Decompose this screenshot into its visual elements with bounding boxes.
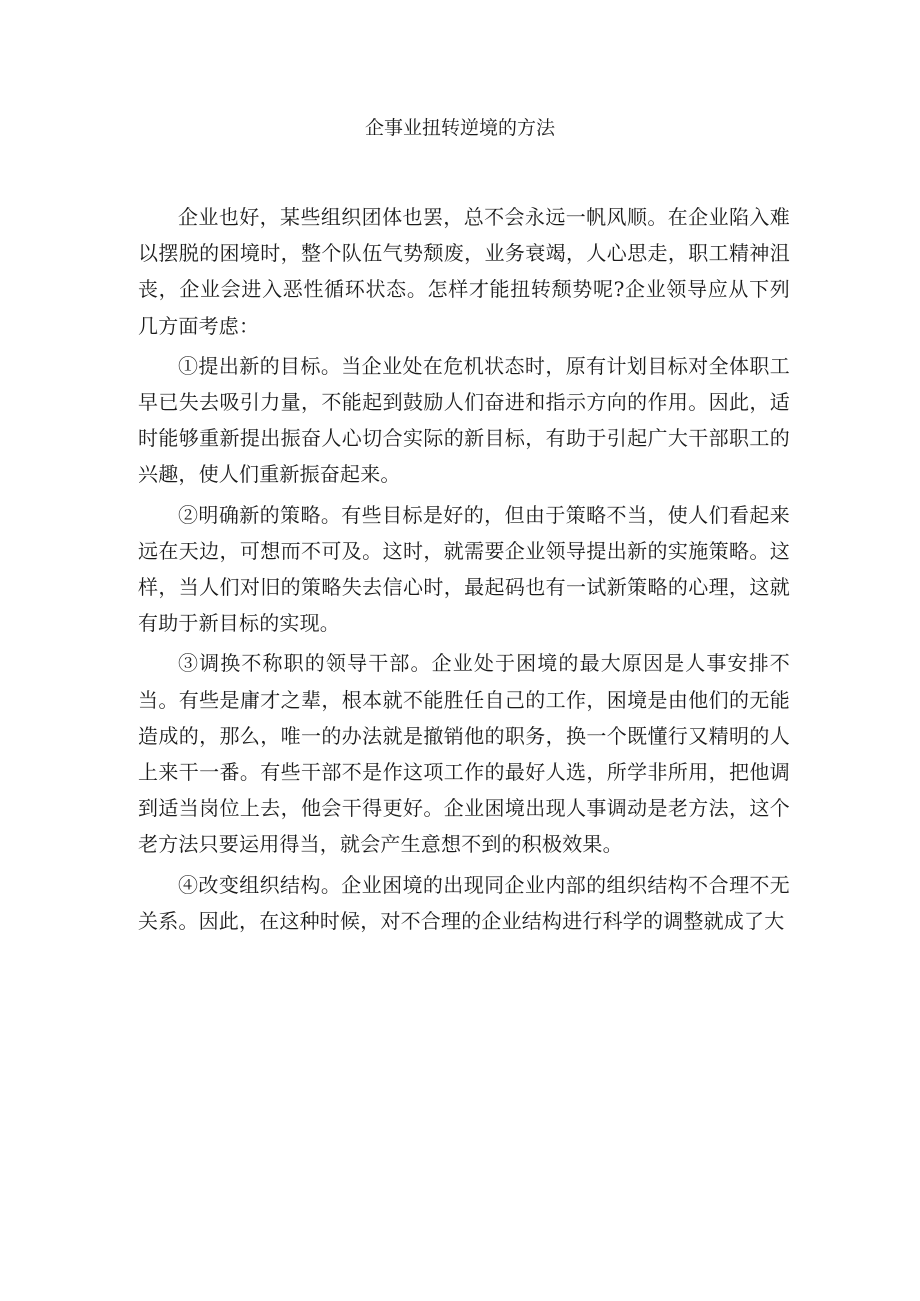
paragraph-point-4: ④改变组织结构。企业困境的出现同企业内部的组织结构不合理不无关系。因此，在这种时候，对不合理的企业结构进行科学的调整就成了大 <box>138 872 790 933</box>
paragraph-intro: 企业也好，某些组织团体也罢，总不会永远一帆风顺。在企业陷入难以摆脱的困境时，整个队伍气势颓废，业务衰竭，人心思走，职工精神沮丧，企业会进入恶性循环状态。怎样才能扭转颓势呢?企业领导应从下列几方面考虑： <box>138 205 790 338</box>
paragraph-point-2: ②明确新的策略。有些目标是好的，但由于策略不当，使人们看起来远在天边，可想而不可及。这时，就需要企业领导提出新的实施策略。这样，当人们对旧的策略失去信心时，最起码也有一试新策略的心理，这就有助于新目标的实现。 <box>138 502 790 636</box>
paragraph-point-3: ③调换不称职的领导干部。企业处于困境的最大原因是人事安排不当。有些是庸才之辈，根本就不能胜任自己的工作，困境是由他们的无能造成的，那么，唯一的办法就是撤销他的职务，换一个既懂行又精明的人上来干一番。有些干部不是作这项工作的最好人选，所学非所用，把他调到适当岗位上去，他会干得更好。企业困境出现人事调动是老方法，这个老方法只要运用得当，就会产生意想不到的积极效果。 <box>138 651 790 857</box>
document-body <box>138 199 790 943</box>
paragraph-point-1: ①提出新的目标。当企业处在危机状态时，原有计划目标对全体职工早已失去吸引力量，不能起到鼓励人们奋进和指示方向的作用。因此，适时能够重新提出振奋人心切合实际的新目标，有助于引起广大干部职工的兴趣，使人们重新振奋起来。 <box>138 353 790 487</box>
document-title: 企事业扭转逆境的方法 <box>364 117 555 139</box>
